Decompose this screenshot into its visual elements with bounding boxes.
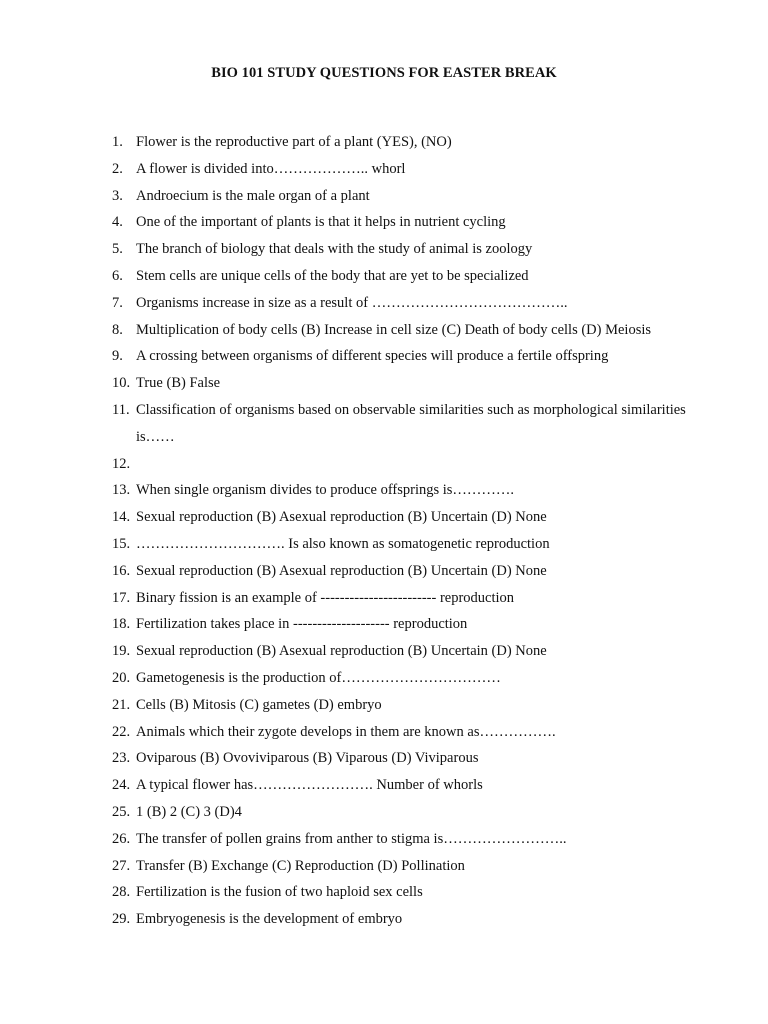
question-item <box>112 156 692 183</box>
question-text: Oviparous (B) Ovoviviparous (B) Viparous (D) Viviparous <box>136 750 479 767</box>
question-text: Animals which their zygote develops in them are known as……………. <box>136 723 556 740</box>
question-number: 16. <box>112 562 131 579</box>
question-list <box>112 129 692 933</box>
question-item <box>112 611 692 638</box>
question-text: A typical flower has……………………. Number of whorls <box>136 777 483 794</box>
question-item <box>112 665 692 692</box>
question-item <box>112 719 692 746</box>
question-text: Sexual reproduction (B) Asexual reproduction (B) Uncertain (D) None <box>136 562 547 579</box>
question-number: 10. <box>112 375 131 392</box>
question-number: 11. <box>112 401 130 418</box>
question-number: 1. <box>112 134 123 150</box>
question-item <box>112 879 692 906</box>
question-number: 12. <box>112 455 131 472</box>
question-text: Androecium is the male organ of a plant <box>136 187 370 204</box>
question-number: 17. <box>112 589 131 606</box>
question-number: 24. <box>112 777 131 794</box>
question-item <box>112 853 692 880</box>
question-item <box>112 692 692 719</box>
question-number: 6. <box>112 267 123 284</box>
question-text: 1 (B) 2 (C) 3 (D)4 <box>136 803 242 820</box>
question-text: The transfer of pollen grains from anther to stigma is…………………….. <box>136 830 567 847</box>
question-text: Gametogenesis is the production of…………………………… <box>136 669 501 686</box>
question-number: 22. <box>112 723 131 740</box>
question-number: 19. <box>112 643 131 660</box>
question-number: 26. <box>112 830 131 847</box>
question-number: 9. <box>112 348 123 365</box>
question-number: 8. <box>112 321 123 338</box>
question-text: Fertilization takes place in -------------------- reproduction <box>136 616 468 633</box>
question-number: 25. <box>112 803 131 820</box>
question-item <box>112 451 692 478</box>
question-item <box>112 826 692 853</box>
question-item <box>112 397 692 451</box>
question-number: 3. <box>112 187 123 204</box>
question-number: 23. <box>112 750 131 767</box>
question-item <box>112 585 692 612</box>
question-text: Stem cells are unique cells of the body that are yet to be specialized <box>136 267 529 284</box>
question-item <box>112 504 692 531</box>
question-item <box>112 236 692 263</box>
question-item <box>112 129 692 156</box>
question-number: 20. <box>112 669 131 686</box>
question-item <box>112 799 692 826</box>
question-number: 13. <box>112 482 131 499</box>
question-item <box>112 290 692 317</box>
question-text: Sexual reproduction (B) Asexual reproduction (B) Uncertain (D) None <box>136 643 547 660</box>
question-number: 18. <box>112 616 131 633</box>
question-item <box>112 370 692 397</box>
question-item <box>112 772 692 799</box>
question-number: 14. <box>112 509 131 526</box>
question-text: Sexual reproduction (B) Asexual reproduction (B) Uncertain (D) None <box>136 509 547 526</box>
question-number: 29. <box>112 911 131 928</box>
question-item <box>112 531 692 558</box>
question-text: Transfer (B) Exchange (C) Reproduction (D) Pollination <box>136 857 465 874</box>
question-text: True (B) False <box>136 375 221 392</box>
question-number: 2. <box>112 160 123 177</box>
question-text: …………………………. Is also known as somatogenetic reproduction <box>136 535 550 552</box>
question-item <box>112 906 692 933</box>
page-title: BIO 101 STUDY QUESTIONS FOR EASTER BREAK <box>211 65 557 81</box>
question-text: Cells (B) Mitosis (C) gametes (D) embryo <box>136 696 382 713</box>
question-number: 4. <box>112 214 123 231</box>
question-number: 7. <box>112 294 123 311</box>
question-item <box>112 558 692 585</box>
question-item <box>112 745 692 772</box>
question-number: 27. <box>112 857 131 874</box>
question-item <box>112 343 692 370</box>
question-text: Binary fission is an example of ------------------------ reproduction <box>136 589 515 606</box>
question-item <box>112 263 692 290</box>
question-number: 5. <box>112 241 123 258</box>
question-item <box>112 183 692 210</box>
question-item <box>112 638 692 665</box>
question-text: Fertilization is the fusion of two haploid sex cells <box>136 884 423 901</box>
question-number: 15. <box>112 535 131 552</box>
question-text: Multiplication of body cells (B) Increase in cell size (C) Death of body cells (D) Meiosis <box>136 321 652 338</box>
question-text: The branch of biology that deals with the study of animal is zoology <box>136 241 533 258</box>
question-item <box>112 317 692 344</box>
question-text: Organisms increase in size as a result of ………………………………….. <box>136 294 568 311</box>
question-text: One of the important of plants is that it helps in nutrient cycling <box>136 214 506 231</box>
question-text: A flower is divided into……………….. whorl <box>136 160 406 177</box>
question-text: Flower is the reproductive part of a plant (YES), (NO) <box>136 134 452 150</box>
question-text: A crossing between organisms of different species will produce a fertile offspring <box>136 348 609 365</box>
question-item <box>112 209 692 236</box>
question-text: Classification of organisms based on observable similarities such as morphological similarities is…… <box>136 401 690 445</box>
question-number: 28. <box>112 884 131 901</box>
question-number: 21. <box>112 696 131 713</box>
question-item <box>112 477 692 504</box>
question-text <box>136 451 692 478</box>
question-text: When single organism divides to produce offsprings is…………. <box>136 482 515 499</box>
question-text: Embryogenesis is the development of embryo <box>136 911 403 928</box>
